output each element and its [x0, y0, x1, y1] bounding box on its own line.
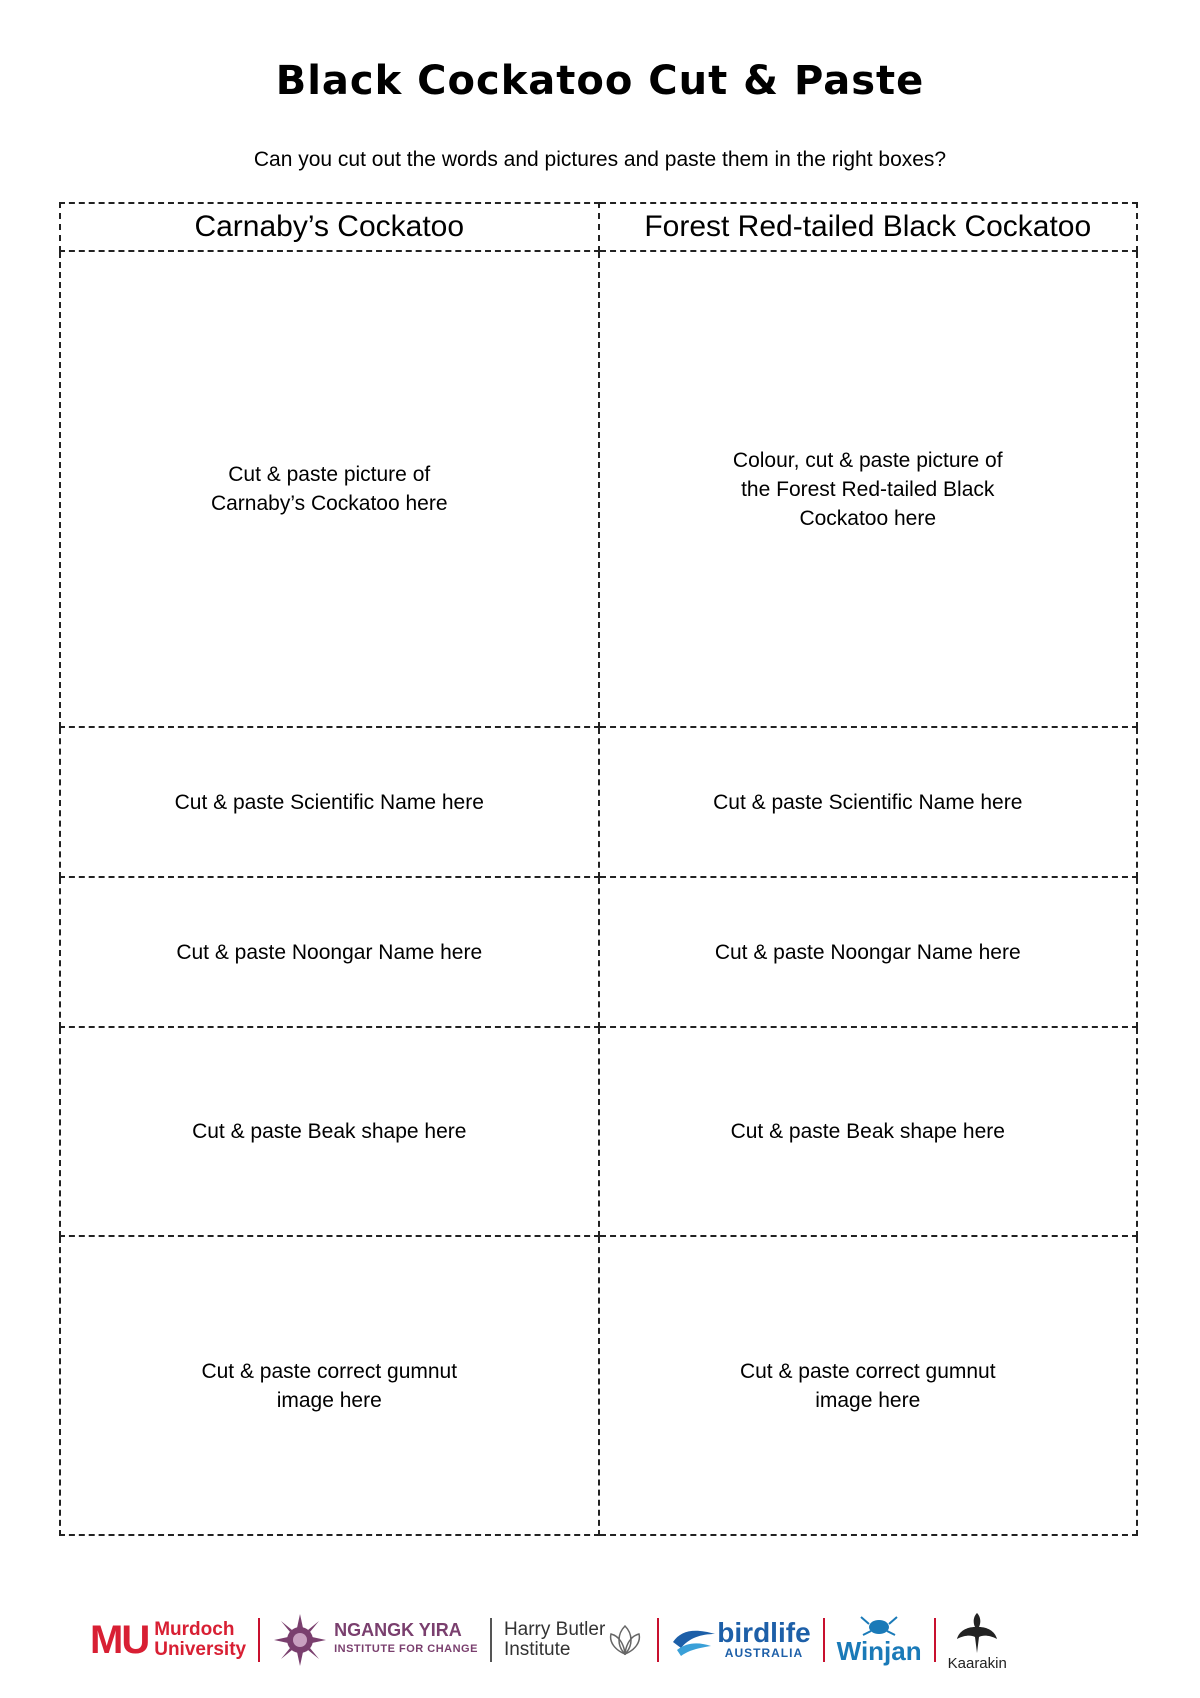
- murdoch-university-logo: [90, 1618, 246, 1663]
- noongar-name-row: [60, 877, 1137, 1027]
- kaarakin-name: Kaarakin: [947, 1654, 1007, 1672]
- cockatoo-silhouette-icon: [955, 1609, 999, 1655]
- cut-paste-table: [59, 202, 1138, 1536]
- paste-box-forest-picture: Colour, cut & paste picture of the Forest Red-tailed Black Cockatoo here: [599, 251, 1138, 727]
- ngangk-line2: INSTITUTE FOR CHANGE: [334, 1643, 478, 1655]
- ngangk-yira-emblem-icon: [272, 1612, 328, 1668]
- column-header-carnabys: Carnaby’s Cockatoo: [60, 203, 599, 251]
- logo-separator: [258, 1618, 260, 1662]
- winjan-name: Winjan: [836, 1635, 922, 1666]
- paste-box-carnabys-picture: Cut & paste picture of Carnaby’s Cockatoo here: [60, 251, 599, 727]
- mu-mark: MU: [90, 1617, 149, 1662]
- harry-butler-line2: Institute: [503, 1639, 571, 1660]
- ngangk-yira-logo: [272, 1612, 478, 1668]
- scientific-name-row: [60, 727, 1137, 877]
- column-header-forest-red-tailed: Forest Red-tailed Black Cockatoo: [599, 203, 1138, 251]
- paste-box-forest-scientific-name: Cut & paste Scientific Name here: [599, 727, 1138, 877]
- header-row: [60, 203, 1137, 251]
- logo-separator: [934, 1618, 936, 1662]
- logo-separator: [823, 1618, 825, 1662]
- paste-box-carnabys-gumnut: Cut & paste correct gumnut image here: [60, 1236, 599, 1535]
- picture-row: [60, 251, 1137, 727]
- paste-box-carnabys-beak: Cut & paste Beak shape here: [60, 1027, 599, 1236]
- lotus-icon: [605, 1620, 645, 1660]
- birdlife-name: birdlife: [717, 1617, 811, 1648]
- birdlife-logo: [671, 1617, 811, 1660]
- logo-separator: [657, 1618, 659, 1662]
- harry-butler-line1: Harry Butler: [503, 1619, 606, 1640]
- paste-box-forest-noongar-name: Cut & paste Noongar Name here: [599, 877, 1138, 1027]
- kaarakin-logo: [948, 1609, 1007, 1672]
- logo-separator: [490, 1618, 492, 1662]
- gumnut-row: [60, 1236, 1137, 1535]
- winjan-logo: [837, 1614, 922, 1667]
- murdoch-line1: Murdoch: [154, 1619, 235, 1640]
- crab-icon: [859, 1614, 899, 1636]
- birdlife-sub: AUSTRALIA: [724, 1646, 804, 1660]
- instruction-text: Can you cut out the words and pictures and paste them in the right boxes?: [253, 148, 947, 171]
- paste-box-forest-gumnut: Cut & paste correct gumnut image here: [599, 1236, 1138, 1535]
- birdlife-wave-icon: [671, 1622, 717, 1658]
- paste-box-forest-beak: Cut & paste Beak shape here: [599, 1027, 1138, 1236]
- ngangk-line1: NGANGK YIRA: [334, 1620, 462, 1640]
- partner-logos: [90, 1600, 1100, 1680]
- paste-box-carnabys-scientific-name: Cut & paste Scientific Name here: [60, 727, 599, 877]
- murdoch-line2: University: [154, 1639, 247, 1660]
- beak-shape-row: [60, 1027, 1137, 1236]
- paste-box-carnabys-noongar-name: Cut & paste Noongar Name here: [60, 877, 599, 1027]
- page-title: Black Cockatoo Cut & Paste: [275, 58, 925, 104]
- harry-butler-logo: [504, 1620, 645, 1660]
